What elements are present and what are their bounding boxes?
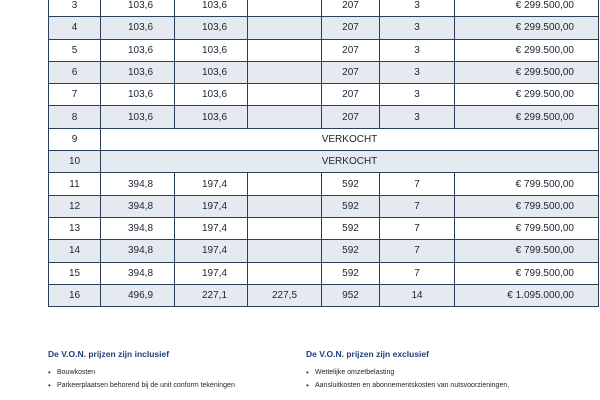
table-row <box>49 128 599 150</box>
area-cell: 103,6 <box>101 17 175 39</box>
volume-cell: 592 <box>322 173 380 195</box>
inclusive-item: • Parkeerplaatsen behorend bij de unit conform tekeningen <box>48 381 235 390</box>
area-cell <box>248 39 322 61</box>
price-cell: € 299.500,00 <box>455 106 599 128</box>
price-table <box>48 0 599 307</box>
unit-number-cell: 9 <box>49 128 101 150</box>
unit-number-cell: 16 <box>49 284 101 306</box>
sold-status-cell: VERKOCHT <box>101 128 599 150</box>
area-cell: 197,4 <box>175 240 248 262</box>
volume-cell: 592 <box>322 240 380 262</box>
unit-number-cell: 15 <box>49 262 101 284</box>
price-cell: € 799.500,00 <box>455 262 599 284</box>
price-cell: € 799.500,00 <box>455 217 599 239</box>
bullet-icon: • <box>48 368 51 377</box>
area-cell: 103,6 <box>175 17 248 39</box>
area-cell: 394,8 <box>101 240 175 262</box>
area-cell: 496,9 <box>101 284 175 306</box>
table-row <box>49 106 599 128</box>
area-cell <box>248 61 322 83</box>
table-row <box>49 151 599 173</box>
parking-cell: 3 <box>380 17 455 39</box>
volume-cell: 592 <box>322 195 380 217</box>
price-cell: € 799.500,00 <box>455 195 599 217</box>
table-row <box>49 17 599 39</box>
parking-cell: 14 <box>380 284 455 306</box>
area-cell: 103,6 <box>175 84 248 106</box>
parking-cell: 7 <box>380 262 455 284</box>
exclusive-item: • Wettelijke omzetbelasting <box>306 368 395 377</box>
area-cell <box>248 262 322 284</box>
table-row <box>49 262 599 284</box>
bullet-icon: • <box>306 381 309 390</box>
table-row <box>49 84 599 106</box>
area-cell: 103,6 <box>101 61 175 83</box>
volume-cell: 207 <box>322 17 380 39</box>
volume-cell: 592 <box>322 262 380 284</box>
table-row <box>49 39 599 61</box>
area-cell: 103,6 <box>101 106 175 128</box>
unit-number-cell: 7 <box>49 84 101 106</box>
unit-number-cell: 8 <box>49 106 101 128</box>
exclusive-item: • Aansluitkosten en abonnementskosten van nutsvoorzieningen, <box>306 381 510 390</box>
inclusive-item: • Bouwkosten <box>48 368 96 377</box>
area-cell <box>248 195 322 217</box>
table-row <box>49 61 599 83</box>
parking-cell: 3 <box>380 84 455 106</box>
area-cell: 197,4 <box>175 195 248 217</box>
area-cell: 103,6 <box>175 0 248 17</box>
volume-cell: 952 <box>322 284 380 306</box>
unit-number-cell: 11 <box>49 173 101 195</box>
area-cell <box>248 106 322 128</box>
parking-cell: 3 <box>380 39 455 61</box>
unit-number-cell: 13 <box>49 217 101 239</box>
area-cell: 394,8 <box>101 173 175 195</box>
unit-number-cell: 6 <box>49 61 101 83</box>
volume-cell: 207 <box>322 0 380 17</box>
area-cell <box>248 17 322 39</box>
volume-cell: 592 <box>322 217 380 239</box>
volume-cell: 207 <box>322 61 380 83</box>
area-cell <box>248 0 322 17</box>
bullet-icon: • <box>306 368 309 377</box>
table-row <box>49 0 599 17</box>
area-cell: 103,6 <box>101 84 175 106</box>
parking-cell: 3 <box>380 61 455 83</box>
area-cell <box>248 240 322 262</box>
price-cell: € 799.500,00 <box>455 240 599 262</box>
unit-number-cell: 12 <box>49 195 101 217</box>
area-cell <box>248 84 322 106</box>
price-cell: € 299.500,00 <box>455 39 599 61</box>
area-cell: 227,1 <box>175 284 248 306</box>
price-cell: € 299.500,00 <box>455 17 599 39</box>
parking-cell: 7 <box>380 173 455 195</box>
area-cell: 197,4 <box>175 173 248 195</box>
price-cell: € 299.500,00 <box>455 84 599 106</box>
area-cell: 394,8 <box>101 195 175 217</box>
area-cell: 394,8 <box>101 217 175 239</box>
table-row <box>49 240 599 262</box>
unit-number-cell: 3 <box>49 0 101 17</box>
parking-cell: 3 <box>380 106 455 128</box>
area-cell: 197,4 <box>175 217 248 239</box>
area-cell: 227,5 <box>248 284 322 306</box>
area-cell: 103,6 <box>175 39 248 61</box>
area-cell: 394,8 <box>101 262 175 284</box>
bullet-icon: • <box>48 381 51 390</box>
price-cell: € 1.095.000,00 <box>455 284 599 306</box>
inclusive-title: De V.O.N. prijzen zijn inclusief <box>48 349 170 359</box>
parking-cell: 3 <box>380 0 455 17</box>
volume-cell: 207 <box>322 84 380 106</box>
area-cell <box>248 173 322 195</box>
unit-number-cell: 5 <box>49 39 101 61</box>
unit-number-cell: 4 <box>49 17 101 39</box>
inclusive-notes <box>48 349 235 394</box>
table-row <box>49 195 599 217</box>
unit-number-cell: 10 <box>49 151 101 173</box>
volume-cell: 207 <box>322 39 380 61</box>
area-cell: 103,6 <box>175 106 248 128</box>
area-cell <box>248 217 322 239</box>
sold-status-cell: VERKOCHT <box>101 151 599 173</box>
exclusive-notes <box>306 349 509 394</box>
parking-cell: 7 <box>380 240 455 262</box>
area-cell: 197,4 <box>175 262 248 284</box>
area-cell: 103,6 <box>101 39 175 61</box>
price-cell: € 299.500,00 <box>455 0 599 17</box>
price-cell: € 299.500,00 <box>455 61 599 83</box>
table-row <box>49 217 599 239</box>
parking-cell: 7 <box>380 217 455 239</box>
price-cell: € 799.500,00 <box>455 173 599 195</box>
parking-cell: 7 <box>380 195 455 217</box>
area-cell: 103,6 <box>175 61 248 83</box>
volume-cell: 207 <box>322 106 380 128</box>
table-row <box>49 284 599 306</box>
unit-number-cell: 14 <box>49 240 101 262</box>
table-row <box>49 173 599 195</box>
exclusive-title: De V.O.N. prijzen zijn exclusief <box>306 349 429 359</box>
area-cell: 103,6 <box>101 0 175 17</box>
